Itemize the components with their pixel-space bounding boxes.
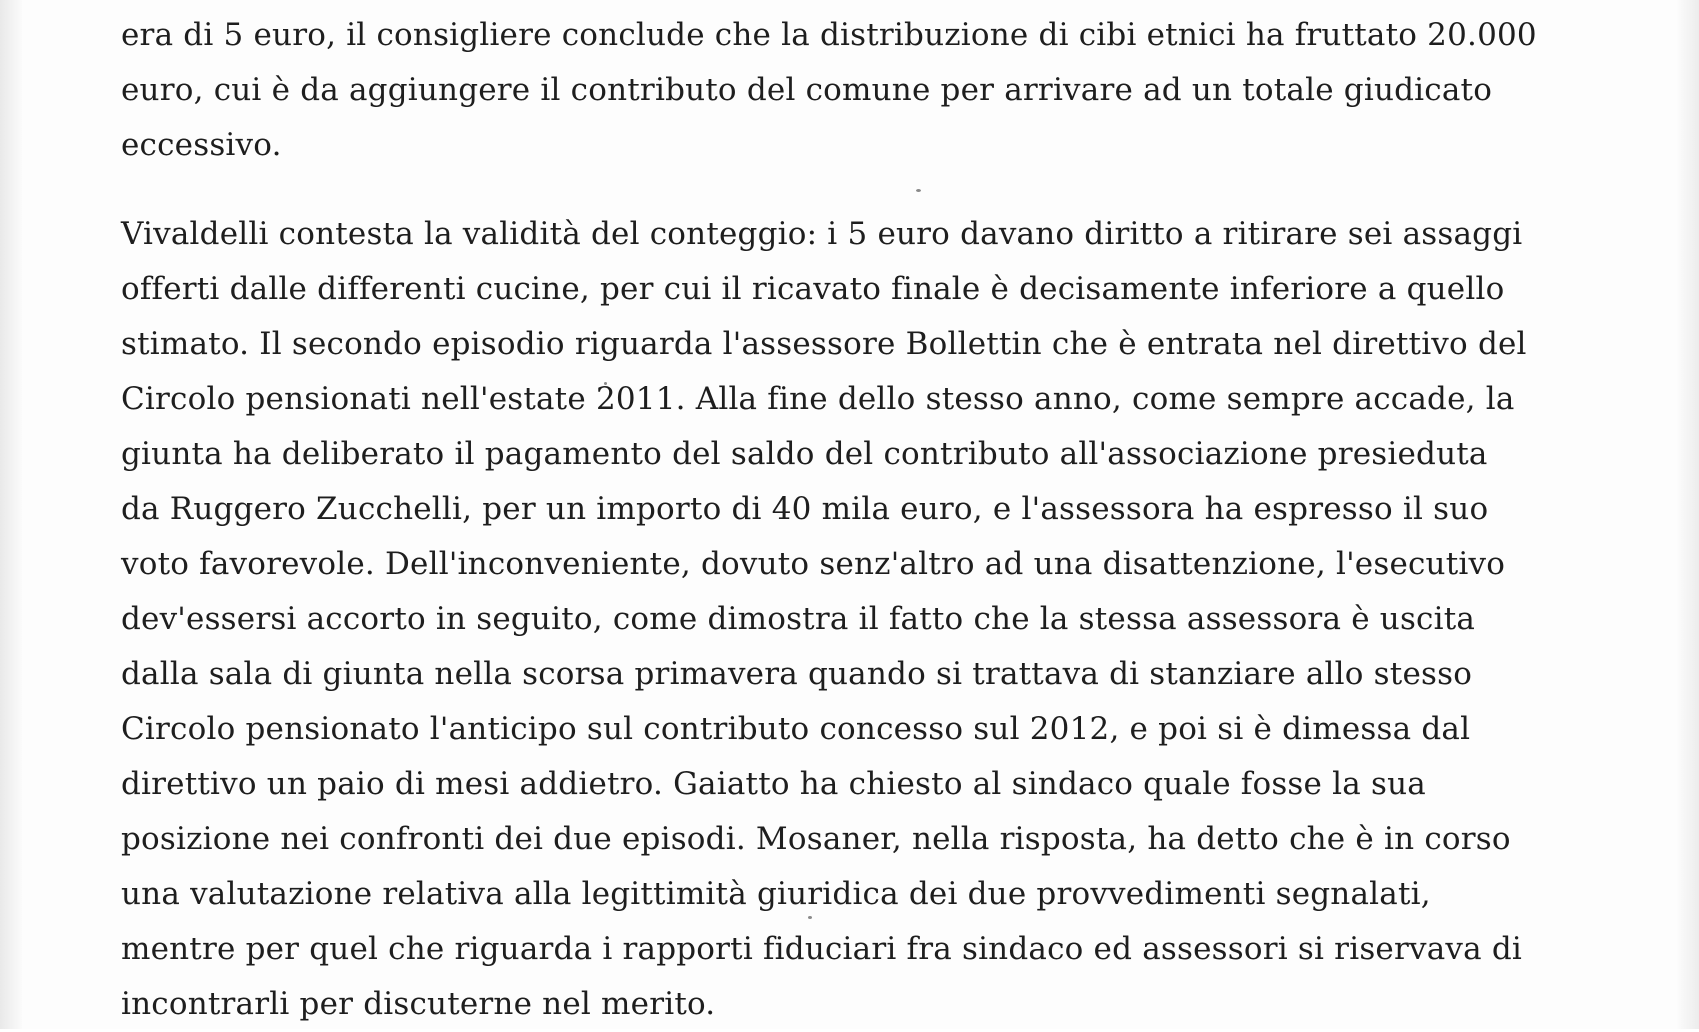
text-line: mentre per quel che riguarda i rapporti fiduciari fra sindaco ed assessori si riservava di (121, 931, 1522, 967)
article-text (121, 8, 1581, 1032)
text-line: Vivaldelli contesta la validità del conteggio: i 5 euro davano diritto a ritirare sei assaggi (121, 216, 1523, 252)
text-line: era di 5 euro, il consigliere conclude che la distribuzione di cibi etnici ha fruttato 20.000 (121, 17, 1537, 53)
paragraph-1 (121, 8, 1581, 173)
text-line: direttivo un paio di mesi addietro. Gaiatto ha chiesto al sindaco quale fosse la sua (121, 766, 1426, 802)
paragraph-spacer (121, 173, 1581, 207)
text-line: dalla sala di giunta nella scorsa primavera quando si trattava di stanziare allo stesso (121, 656, 1473, 692)
scan-left-edge-shadow (0, 0, 22, 1029)
text-line: giunta ha deliberato il pagamento del saldo del contributo all'associazione presieduta (121, 436, 1488, 472)
text-line: eccessivo. (121, 127, 282, 163)
text-line: da Ruggero Zucchelli, per un importo di 40 mila euro, e l'assessora ha espresso il suo (121, 491, 1489, 527)
text-line: una valutazione relativa alla legittimità giuridica dei due provvedimenti segnalati, (121, 876, 1431, 912)
text-line: dev'essersi accorto in seguito, come dimostra il fatto che la stessa assessora è uscita (121, 601, 1476, 637)
text-line: euro, cui è da aggiungere il contributo del comune per arrivare ad un totale giudicato (121, 72, 1493, 108)
scan-right-edge-shadow (1677, 0, 1699, 1029)
text-line: voto favorevole. Dell'inconveniente, dovuto senz'altro ad una disattenzione, l'esecutivo (121, 546, 1506, 582)
text-line: incontrarli per discuterne nel merito. (121, 986, 716, 1022)
text-line: stimato. Il secondo episodio riguarda l'assessore Bollettin che è entrata nel direttivo del (121, 326, 1527, 362)
text-line: Circolo pensionati nell'estate 2011. Alla fine dello stesso anno, come sempre accade, la (121, 381, 1515, 417)
text-line: posizione nei confronti dei due episodi. Mosaner, nella risposta, ha detto che è in corso (121, 821, 1511, 857)
text-line: offerti dalle differenti cucine, per cui il ricavato finale è decisamente inferiore a quello (121, 271, 1505, 307)
text-line: Circolo pensionato l'anticipo sul contributo concesso sul 2012, e poi si è dimessa dal (121, 711, 1471, 747)
paragraph-2 (121, 207, 1581, 1032)
